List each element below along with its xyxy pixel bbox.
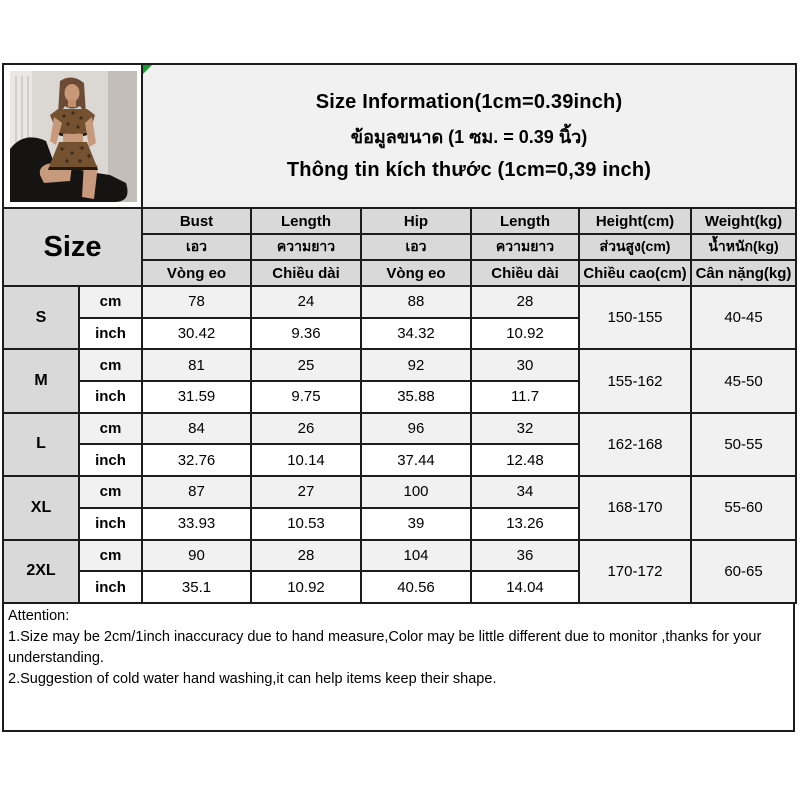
attention-notes — [2, 604, 795, 732]
value-cell: 78 — [142, 286, 251, 318]
col-header-length2-vi: Chiều dài — [471, 260, 579, 286]
col-header-weight-th: น้ำหนัก(kg) — [691, 234, 796, 260]
product-photo-illustration — [10, 71, 137, 202]
value-cell: 96 — [361, 413, 471, 445]
size-row-2xl-cm — [3, 540, 796, 572]
value-cell: 81 — [142, 349, 251, 381]
title-thai: ข้อมูลขนาด (1 ซม. = 0.39 นิ้ว) — [350, 126, 588, 147]
col-header-length-vi: Chiều dài — [251, 260, 361, 286]
size-label: L — [3, 413, 79, 476]
value-cell: 11.7 — [471, 381, 579, 413]
product-photo-cell — [3, 64, 142, 208]
value-cell: 90 — [142, 540, 251, 572]
weight-range-cell: 55-60 — [691, 476, 796, 539]
unit-label-inch: inch — [79, 318, 142, 350]
value-cell: 37.44 — [361, 444, 471, 476]
value-cell: 9.36 — [251, 318, 361, 350]
col-header-height-vi: Chiều cao(cm) — [579, 260, 691, 286]
value-cell: 34.32 — [361, 318, 471, 350]
col-header-weight: Weight(kg) — [691, 208, 796, 234]
face — [65, 84, 80, 102]
col-header-height: Height(cm) — [579, 208, 691, 234]
height-range-cell: 170-172 — [579, 540, 691, 603]
value-cell: 30 — [471, 349, 579, 381]
weight-range-cell: 50-55 — [691, 413, 796, 476]
value-cell: 35.88 — [361, 381, 471, 413]
title-cell — [142, 64, 796, 208]
unit-label-inch: inch — [79, 571, 142, 603]
midriff — [63, 134, 83, 143]
col-header-hip-th: เอว — [361, 234, 471, 260]
col-header-weight-vi: Cân nặng(kg) — [691, 260, 796, 286]
value-cell: 39 — [361, 508, 471, 540]
size-label: XL — [3, 476, 79, 539]
unit-label-cm: cm — [79, 286, 142, 318]
value-cell: 12.48 — [471, 444, 579, 476]
value-cell: 88 — [361, 286, 471, 318]
col-header-length2-th: ความยาว — [471, 234, 579, 260]
size-label: S — [3, 286, 79, 349]
weight-range-cell: 60-65 — [691, 540, 796, 603]
value-cell: 33.93 — [142, 508, 251, 540]
col-header-hip-vi: Vòng eo — [361, 260, 471, 286]
value-cell: 32 — [471, 413, 579, 445]
value-cell: 24 — [251, 286, 361, 318]
weight-range-cell: 45-50 — [691, 349, 796, 412]
height-range-cell: 168-170 — [579, 476, 691, 539]
value-cell: 13.26 — [471, 508, 579, 540]
value-cell: 87 — [142, 476, 251, 508]
value-cell: 36 — [471, 540, 579, 572]
height-range-cell: 150-155 — [579, 286, 691, 349]
size-row-l-cm — [3, 413, 796, 445]
height-range-cell: 155-162 — [579, 349, 691, 412]
value-cell: 25 — [251, 349, 361, 381]
cell-corner-flag-icon — [143, 65, 152, 74]
col-header-height-th: ส่วนสูง(cm) — [579, 234, 691, 260]
size-label: 2XL — [3, 540, 79, 603]
weight-range-cell: 40-45 — [691, 286, 796, 349]
size-chart-table — [2, 63, 797, 604]
value-cell: 27 — [251, 476, 361, 508]
product-photo — [4, 65, 142, 207]
value-cell: 10.92 — [251, 571, 361, 603]
value-cell: 92 — [361, 349, 471, 381]
col-header-length2: Length — [471, 208, 579, 234]
attention-heading: Attention: — [8, 607, 70, 624]
value-cell: 28 — [471, 286, 579, 318]
value-cell: 40.56 — [361, 571, 471, 603]
size-row-m-cm — [3, 349, 796, 381]
value-cell: 10.53 — [251, 508, 361, 540]
header-banner-row — [3, 64, 796, 208]
col-header-hip: Hip — [361, 208, 471, 234]
unit-label-inch: inch — [79, 508, 142, 540]
size-chart-sheet — [2, 63, 795, 732]
col-header-bust-vi: Vòng eo — [142, 260, 251, 286]
value-cell: 35.1 — [142, 571, 251, 603]
value-cell: 26 — [251, 413, 361, 445]
unit-label-cm: cm — [79, 540, 142, 572]
value-cell: 100 — [361, 476, 471, 508]
size-header: Size — [3, 208, 142, 286]
unit-label-cm: cm — [79, 413, 142, 445]
col-header-length-th: ความยาว — [251, 234, 361, 260]
unit-label-inch: inch — [79, 444, 142, 476]
value-cell: 10.92 — [471, 318, 579, 350]
value-cell: 10.14 — [251, 444, 361, 476]
col-header-bust-th: เอว — [142, 234, 251, 260]
size-row-xl-cm — [3, 476, 796, 508]
value-cell: 84 — [142, 413, 251, 445]
col-header-length: Length — [251, 208, 361, 234]
column-header-row-en — [3, 208, 796, 234]
value-cell: 31.59 — [142, 381, 251, 413]
title-english: Size Information(1cm=0.39inch) — [315, 90, 623, 113]
value-cell: 104 — [361, 540, 471, 572]
value-cell: 30.42 — [142, 318, 251, 350]
col-header-bust: Bust — [142, 208, 251, 234]
title-vietnamese: Thông tin kích thước (1cm=0,39 inch) — [286, 158, 652, 181]
size-row-s-cm — [3, 286, 796, 318]
attention-note-1: 1.Size may be 2cm/1inch inaccuracy due to hand measure,Color may be little different due to monitor ,thanks for your understanding. — [8, 628, 762, 666]
attention-note-2: 2.Suggestion of cold water hand washing,it can help items keep their shape. — [8, 670, 497, 687]
value-cell: 28 — [251, 540, 361, 572]
value-cell: 32.76 — [142, 444, 251, 476]
unit-label-cm: cm — [79, 476, 142, 508]
value-cell: 34 — [471, 476, 579, 508]
unit-label-cm: cm — [79, 349, 142, 381]
size-label: M — [3, 349, 79, 412]
unit-label-inch: inch — [79, 381, 142, 413]
value-cell: 14.04 — [471, 571, 579, 603]
height-range-cell: 162-168 — [579, 413, 691, 476]
value-cell: 9.75 — [251, 381, 361, 413]
